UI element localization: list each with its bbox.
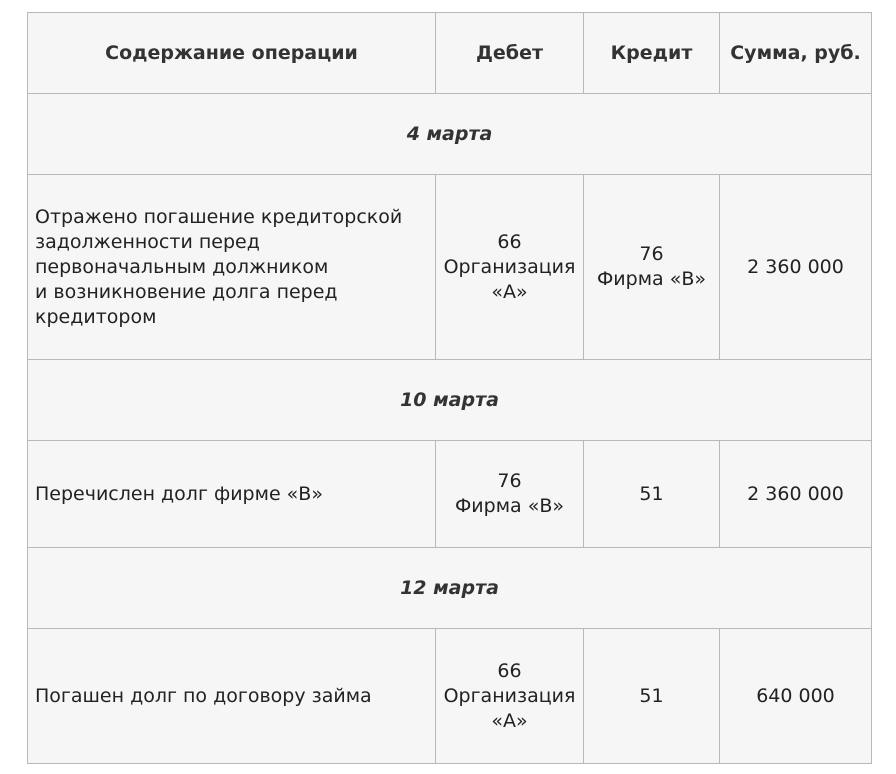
header-row [28, 13, 872, 94]
header-credit: Кредит [584, 13, 720, 94]
amount-cell: 2 360 000 [720, 441, 872, 548]
table-row [28, 629, 872, 764]
credit-account: 76 [639, 243, 664, 265]
debit-cell [436, 175, 584, 360]
header-operation: Содержание операции [28, 13, 436, 94]
debit-subaccount: Организация [443, 684, 576, 707]
date-label: 12 марта [28, 548, 872, 629]
credit-cell [584, 175, 720, 360]
date-label: 4 марта [28, 94, 872, 175]
operation-description [28, 629, 436, 764]
ledger-table [27, 12, 872, 764]
credit-account: 51 [639, 482, 664, 505]
debit-account: 66 [497, 659, 522, 682]
description-line: задолженности перед [35, 230, 260, 253]
credit-account: 51 [639, 684, 664, 707]
amount-cell: 640 000 [720, 629, 872, 764]
debit-subaccount: «А» [491, 280, 528, 303]
date-row [28, 548, 872, 629]
table-row [28, 175, 872, 360]
date-label: 10 марта [28, 360, 872, 441]
debit-account: 66 [497, 230, 522, 253]
description-line: Перечислен долг фирме «В» [35, 482, 323, 505]
debit-subaccount: Фирма «В» [454, 495, 565, 517]
description-line: и возникновение долга перед [35, 280, 338, 303]
amount-cell: 2 360 000 [720, 175, 872, 360]
table-row [28, 441, 872, 548]
header-debit: Дебет [436, 13, 584, 94]
credit-cell [584, 441, 720, 548]
header-amount: Сумма, руб. [720, 13, 872, 94]
operation-description [28, 441, 436, 548]
debit-cell [436, 441, 584, 548]
credit-cell [584, 629, 720, 764]
date-row [28, 94, 872, 175]
debit-subaccount: Организация [443, 255, 576, 278]
description-line: Отражено погашение кредиторской [35, 205, 403, 228]
debit-account: 76 [497, 470, 522, 492]
debit-cell [436, 629, 584, 764]
credit-subaccount: Фирма «В» [596, 268, 707, 290]
date-row [28, 360, 872, 441]
operation-description [28, 175, 436, 360]
description-line: первоначальным должником [35, 255, 329, 278]
description-line: Погашен долг по договору займа [35, 684, 372, 707]
debit-subaccount: «А» [491, 709, 528, 732]
description-line: кредитором [35, 305, 157, 328]
